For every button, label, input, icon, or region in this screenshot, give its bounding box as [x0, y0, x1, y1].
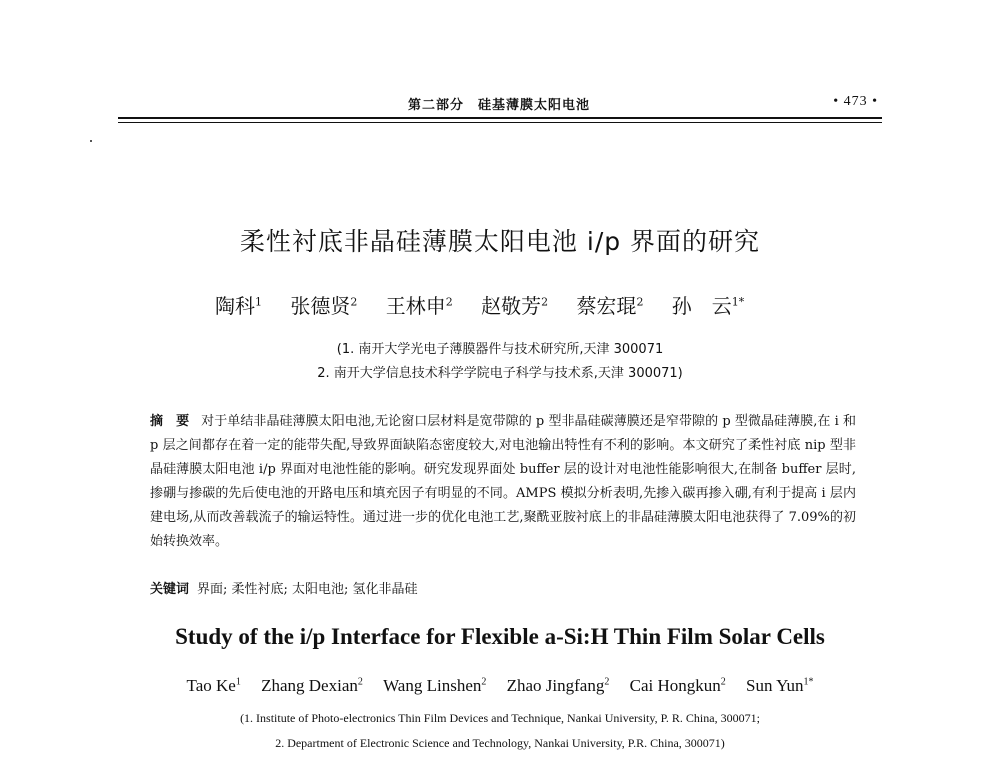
author-cn: 张德贤$^2$ — [290, 294, 358, 318]
author-en: Tao Ke$^1$ — [186, 676, 241, 695]
author-list-english — [0, 676, 1000, 696]
author-cn: 赵敬芳$^2$ — [481, 294, 549, 318]
author-en: Zhang Dexian$^2$ — [261, 676, 363, 695]
author-cn: 王林申$^2$ — [385, 294, 453, 318]
affiliation-en-2: 2. Department of Electronic Science and Technology, Nankai University, P.R. China, 300071) — [275, 736, 725, 750]
keywords — [150, 578, 418, 597]
author-en: Sun Yun$^{1*}$ — [746, 676, 814, 695]
paper-title-chinese: 柔性衬底非晶硅薄膜太阳电池 i/p 界面的研究 — [239, 227, 761, 256]
scan-speck — [90, 140, 92, 142]
affiliation-cn-2: 2. 南开大学信息技术科学学院电子科学与技术系,天津 300071) — [317, 366, 683, 381]
author-cn: 蔡宏琨$^2$ — [576, 294, 644, 318]
abstract — [150, 410, 856, 554]
running-header — [118, 94, 882, 116]
abstract-text: 对于单结非晶硅薄膜太阳电池,无论窗口层材料是宽带隙的 p 型非晶硅碳薄膜还是窄带隙的 p 型微晶硅薄膜,在 i 和 p 层之间都存在着一定的能带失配,导致界面缺陷态密度较大,对电池输出特性有不利的影响。本文研究了柔性衬底 nip 型非晶硅薄膜太阳电池 i/p 界面对电池性能的影响。研究发现界面处 buffer 层的设计对电池性能影响很大,在制备 buffer 层时,掺硼与掺碳的先后使电池的开路电压和填充因子有明显的不同。AMPS 模拟分析表明,先掺入碳再掺入硼,有利于提高 i 层内建电场,从而改善载流子的输运特性。通过进一步的优化电池工艺,聚酰亚胺衬底上的非晶硅薄膜太阳电池获得了 7.09%的初始转换效率。 — [150, 414, 856, 549]
author-cn: 孙 云$^{1*}$ — [671, 294, 745, 318]
keywords-label: 关键词 — [150, 582, 190, 597]
paper-title-english: Study of the i/p Interface for Flexible a-Si:H Thin Film Solar Cells — [175, 624, 825, 649]
author-en: Cai Hongkun$^2$ — [629, 676, 726, 695]
page-number: • 473 • — [833, 94, 878, 109]
author-list-chinese — [215, 290, 766, 319]
author-cn: 陶科$^1$ — [215, 294, 262, 318]
keywords-text: 界面; 柔性衬底; 太阳电池; 氢化非晶硅 — [197, 582, 418, 597]
abstract-label: 摘 要 — [150, 414, 190, 429]
header-section-title: 第二部分 硅基薄膜太阳电池 — [408, 98, 591, 113]
affiliation-cn-1: (1. 南开大学光电子薄膜器件与技术研究所,天津 300071 — [336, 342, 664, 357]
header-rule-thick — [118, 117, 882, 119]
author-en: Zhao Jingfang$^2$ — [506, 676, 610, 695]
affiliation-en-1: (1. Institute of Photo-electronics Thin Film Devices and Technique, Nankai University, P. R. China, 300071; — [240, 711, 760, 725]
header-rule-thin — [118, 122, 882, 123]
author-en: Wang Linshen$^2$ — [383, 676, 487, 695]
